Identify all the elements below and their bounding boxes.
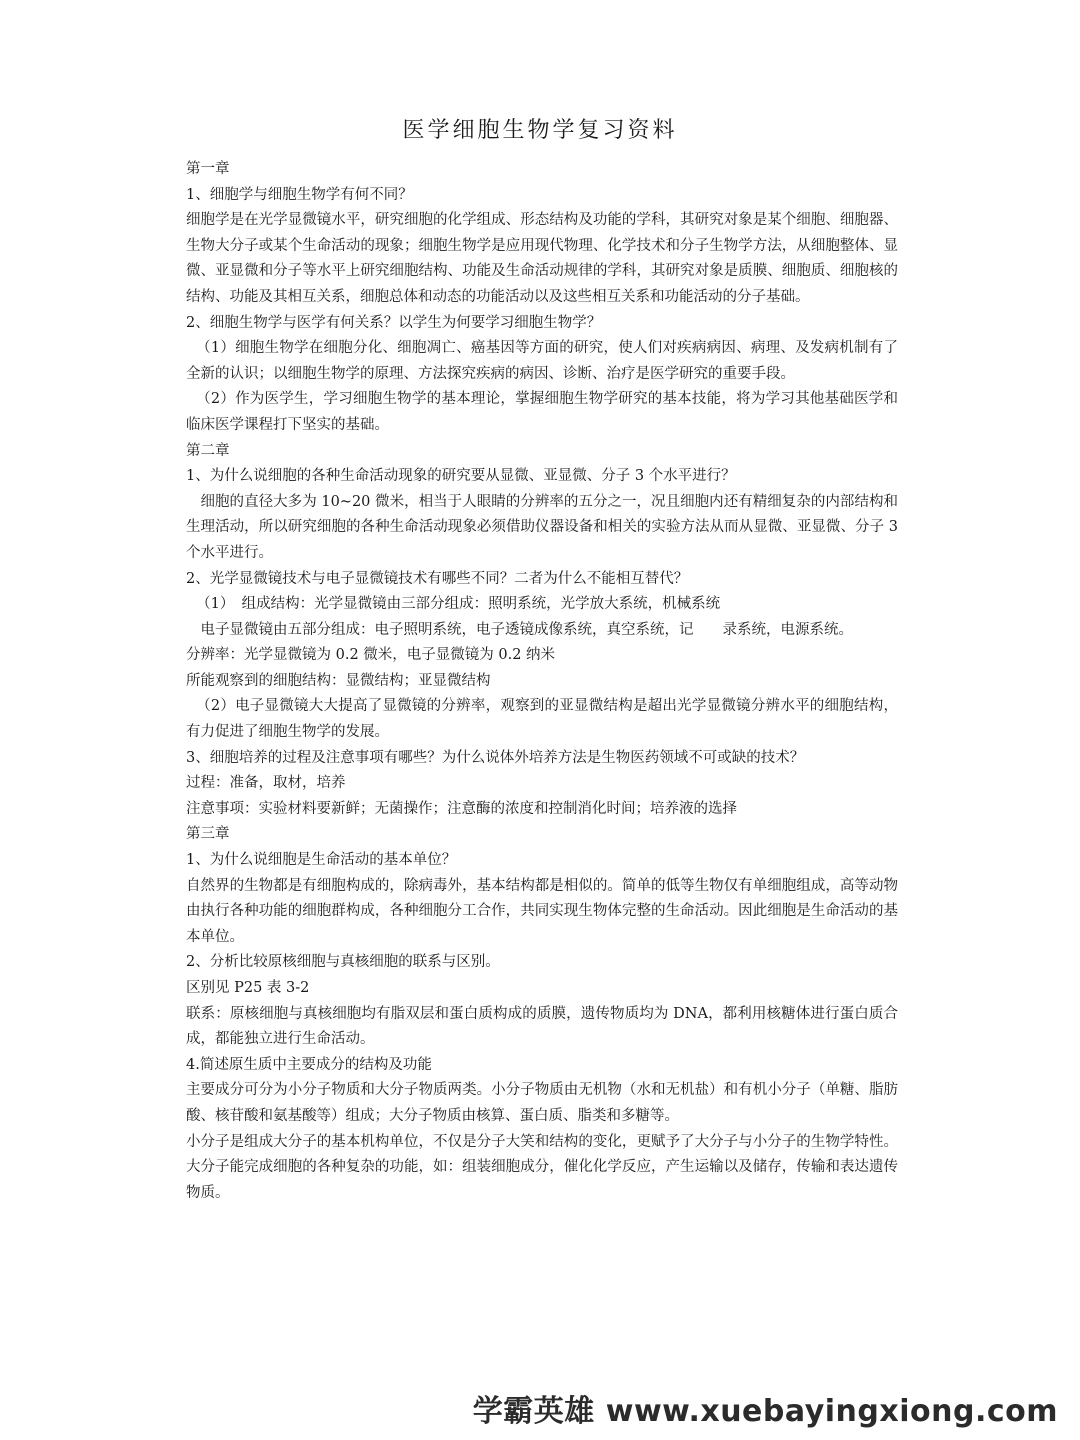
answer-paragraph: 联系：原核细胞与真核细胞均有脂双层和蛋白质构成的质膜，遗传物质均为 DNA，都利用核糖体进行蛋白质合成，都能独立进行生命活动。 [186,1005,898,1048]
question-heading: 1、细胞学与细胞生物学有何不同？ [186,186,413,203]
question-heading: 3、细胞培养的过程及注意事项有哪些？为什么说体外培养方法是生物医药领域不可或缺的技术？ [186,749,805,766]
question-heading: 2、光学显微镜技术与电子显微镜技术有哪些不同？二者为什么不能相互替代？ [186,570,689,587]
question-heading: 2、分析比较原核细胞与真核细胞的联系与区别。 [186,954,500,971]
answer-paragraph: 主要成分可分为小分子物质和大分子物质两类。小分子物质由无机物（水和无机盐）和有机小分子（单糖、脂肪酸、核苷酸和氨基酸等）组成；大分子物质由核算、蛋白质、脂类和多糖等。 [186,1082,898,1124]
question-heading: 2、细胞生物学与医学有何关系？以学生为何要学习细胞生物学？ [186,314,602,331]
chapter-heading: 第一章 [186,161,230,177]
answer-paragraph: （2）作为医学生，学习细胞生物学的基本理论，掌握细胞生物学研究的基本技能，将为学习其他基础医学和临床医学课程打下坚实的基础。 [186,391,898,433]
answer-paragraph: （1）细胞生物学在细胞分化、细胞凋亡、癌基因等方面的研究，使人们对疾病病因、病理、及发病机制有了全新的认识；以细胞生物学的原理、方法探究疾病的病因、诊断、治疗是医学研究的重要手段。 [186,340,898,382]
chapter-heading: 第二章 [186,442,230,459]
document-body [186,157,898,1206]
answer-paragraph: （1） 组成结构：光学显微镜由三部分组成：照明系统，光学放大系统，机械系统 [196,596,721,613]
question-heading: 4.简述原生质中主要成分的结构及功能 [186,1056,432,1073]
document-title: 医学细胞生物学复习资料 [402,118,678,143]
answer-paragraph: 区别见 P25 表 3-2 [186,980,310,996]
answer-paragraph: 小分子是组成大分子的基本机构单位，不仅是分子大笑和结构的变化，更赋予了大分子与小分子的生物学特性。大分子能完成细胞的各种复杂的功能，如：组装细胞成分，催化化学反应，产生运输以及储存，传输和表达遗传物质。 [186,1133,898,1201]
answer-paragraph: 所能观察到的细胞结构：显微结构；亚显微结构 [186,672,491,689]
answer-paragraph: 电子显微镜由五部分组成：电子照明系统，电子透镜成像系统，真空系统，记 录系统，电源系统。 [200,621,853,638]
chapter-heading: 第三章 [186,826,230,843]
answer-paragraph: 自然界的生物都是有细胞构成的，除病毒外，基本结构都是相似的。简单的低等生物仅有单细胞组成，高等动物由执行各种功能的细胞群构成，各种细胞分工合作，共同实现生物体完整的生命活动。因此细胞是生命活动的基本单位。 [186,877,898,945]
answer-paragraph: （2）电子显微镜大大提高了显微镜的分辨率，观察到的亚显微结构是超出光学显微镜分辨水平的细胞结构，有力促进了细胞生物学的发展。 [186,698,898,741]
answer-paragraph: 分辨率：光学显微镜为 0.2 微米，电子显微镜为 0.2 纳米 [186,647,556,664]
answer-paragraph: 细胞学是在光学显微镜水平，研究细胞的化学组成、形态结构及功能的学科，其研究对象是某个细胞、细胞器、生物大分子或某个生命活动的现象；细胞生物学是应用现代物理、化学技术和分子生物学方法，从细胞整体、显微、亚显微和分子等水平上研究细胞结构、功能及生命活动规律的学科，其研究对象是质膜、细胞质、细胞核的结构、功能及其相互关系，细胞总体和动态的功能活动以及这些相互关系和功能活动的分子基础。 [186,212,898,305]
answer-paragraph: 细胞的直径大多为 10~20 微米，相当于人眼睛的分辨率的五分之一，况且细胞内还有精细复杂的内部结构和生理活动，所以研究细胞的各种生命活动现象必须借助仪器设备和相关的实验方法从而从显微、亚显微、分子 3 个水平进行。 [186,493,898,561]
answer-paragraph: 过程：准备，取材，培养 [186,775,346,792]
question-heading: 1、为什么说细胞的各种生命活动现象的研究要从显微、亚显微、分子 3 个水平进行？ [186,468,736,485]
question-heading: 1、为什么说细胞是生命活动的基本单位？ [186,852,457,869]
site-watermark: 学霸英雄 www.xuebayingxiong.com [472,1394,1058,1429]
answer-paragraph: 注意事项：实验材料要新鲜；无菌操作；注意酶的浓度和控制消化时间；培养液的选择 [186,800,737,817]
